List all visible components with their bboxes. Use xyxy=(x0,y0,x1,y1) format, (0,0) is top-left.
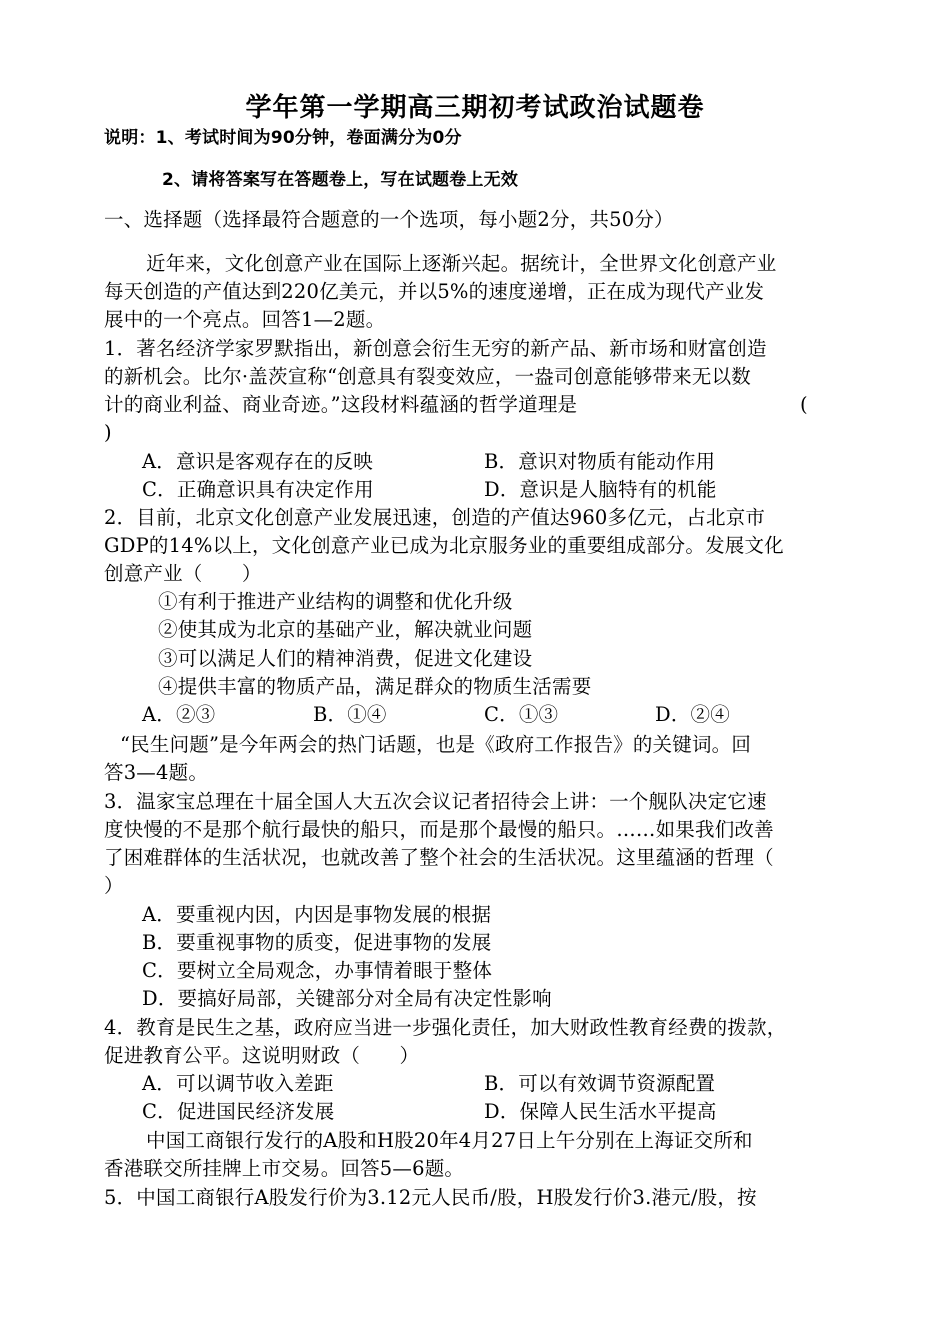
q1-option-d: D．意识是人脑特有的机能 xyxy=(484,478,717,501)
q1-option-b: B．意识对物质有能动作用 xyxy=(484,450,716,473)
q1-line-3: 计的商业利益、商业奇迹。”这段材料蕴涵的哲学道理是 xyxy=(104,393,578,416)
q2-line-2: GDP的14%以上，文化创意产业已成为北京服务业的重要组成部分。发展文化 xyxy=(104,534,784,557)
q1-line-2: 的新机会。比尔·盖茨宣称“创意具有裂变效应，一盎司创意能够带来无以数 xyxy=(104,365,751,388)
q4-line-2: 促进教育公平。这说明财政（ ） xyxy=(104,1044,420,1067)
q2-item-4: ④提供丰富的物质产品，满足群众的物质生活需要 xyxy=(158,675,592,698)
q3-line-2: 度快慢的不是那个航行最快的船只，而是那个最慢的船只。……如果我们改善 xyxy=(104,818,774,841)
q5-line-1: 5．中国工商银行A股发行价为3.12元人民币/股，H股发行价3.港元/股，按 xyxy=(104,1186,757,1209)
q2-option-c: C．①③ xyxy=(484,703,559,726)
q2-option-d: D．②④ xyxy=(655,703,730,726)
intro1-line-2: 每天创造的产值达到220亿美元，并以5%的速度递增，正在成为现代产业发 xyxy=(104,280,765,303)
intro1-line-3: 展中的一个亮点。回答1—2题。 xyxy=(104,308,386,331)
q2-option-b: B．①④ xyxy=(313,703,387,726)
q1-paren-close: ) xyxy=(104,421,112,444)
q2-item-3: ③可以满足人们的精神消费，促进文化建设 xyxy=(158,647,533,670)
q1-option-c: C．正确意识具有决定作用 xyxy=(142,478,374,501)
section-heading: 一、选择题（选择最符合题意的一个选项，每小题2分，共50分） xyxy=(104,208,674,231)
q2-line-3: 创意产业（ ） xyxy=(104,562,262,585)
q1-paren-open: ( xyxy=(800,393,808,416)
q3-option-a: A．要重视内因，内因是事物发展的根据 xyxy=(142,903,492,926)
intro2-line-2: 答3—4题。 xyxy=(104,761,209,784)
intro1-line-1: 近年来，文化创意产业在国际上逐渐兴起。据统计，全世界文化创意产业 xyxy=(146,252,777,275)
q4-option-c: C．促进国民经济发展 xyxy=(142,1100,335,1123)
exam-note-2: 2、请将答案写在答题卷上，写在试题卷上无效 xyxy=(162,170,519,190)
q4-line-1: 4．教育是民生之基，政府应当进一步强化责任，加大财政性教育经费的拨款， xyxy=(104,1016,787,1039)
exam-note-1: 说明：1、考试时间为90分钟，卷面满分为0分 xyxy=(104,128,462,148)
q3-line-4: ） xyxy=(104,874,124,897)
q4-option-a: A．可以调节收入差距 xyxy=(142,1072,334,1095)
q3-option-c: C．要树立全局观念，办事情着眼于整体 xyxy=(142,959,493,982)
q3-line-3: 了困难群体的生活状况，也就改善了整个社会的生活状况。这里蕴涵的哲理（ xyxy=(104,846,774,869)
q2-line-1: 2．目前，北京文化创意产业发展迅速，创造的产值达960多亿元，占北京市 xyxy=(104,506,766,529)
q1-line-1: 1．著名经济学家罗默指出，新创意会衍生无穷的新产品、新市场和财富创造 xyxy=(104,337,767,360)
q3-option-b: B．要重视事物的质变，促进事物的发展 xyxy=(142,931,492,954)
q4-option-b: B．可以有效调节资源配置 xyxy=(484,1072,716,1095)
q2-item-2: ②使其成为北京的基础产业，解决就业问题 xyxy=(158,618,533,641)
intro2-line-1: “民生问题”是今年两会的热门话题，也是《政府工作报告》的关键词。回 xyxy=(120,733,752,756)
q3-option-d: D．要搞好局部，关键部分对全局有决定性影响 xyxy=(142,987,552,1010)
intro3-line-2: 香港联交所挂牌上市交易。回答5—6题。 xyxy=(104,1157,465,1180)
intro3-line-1: 中国工商银行发行的A股和H股20年4月27日上午分别在上海证交所和 xyxy=(146,1129,753,1152)
q2-option-a: A．②③ xyxy=(142,703,216,726)
page-title: 学年第一学期高三期初考试政治试题卷 xyxy=(245,93,705,123)
q3-line-1: 3．温家宝总理在十届全国人大五次会议记者招待会上讲：一个舰队决定它速 xyxy=(104,790,767,813)
q2-item-1: ①有利于推进产业结构的调整和优化升级 xyxy=(158,590,513,613)
q4-option-d: D．保障人民生活水平提高 xyxy=(484,1100,717,1123)
q1-option-a: A．意识是客观存在的反映 xyxy=(142,450,373,473)
